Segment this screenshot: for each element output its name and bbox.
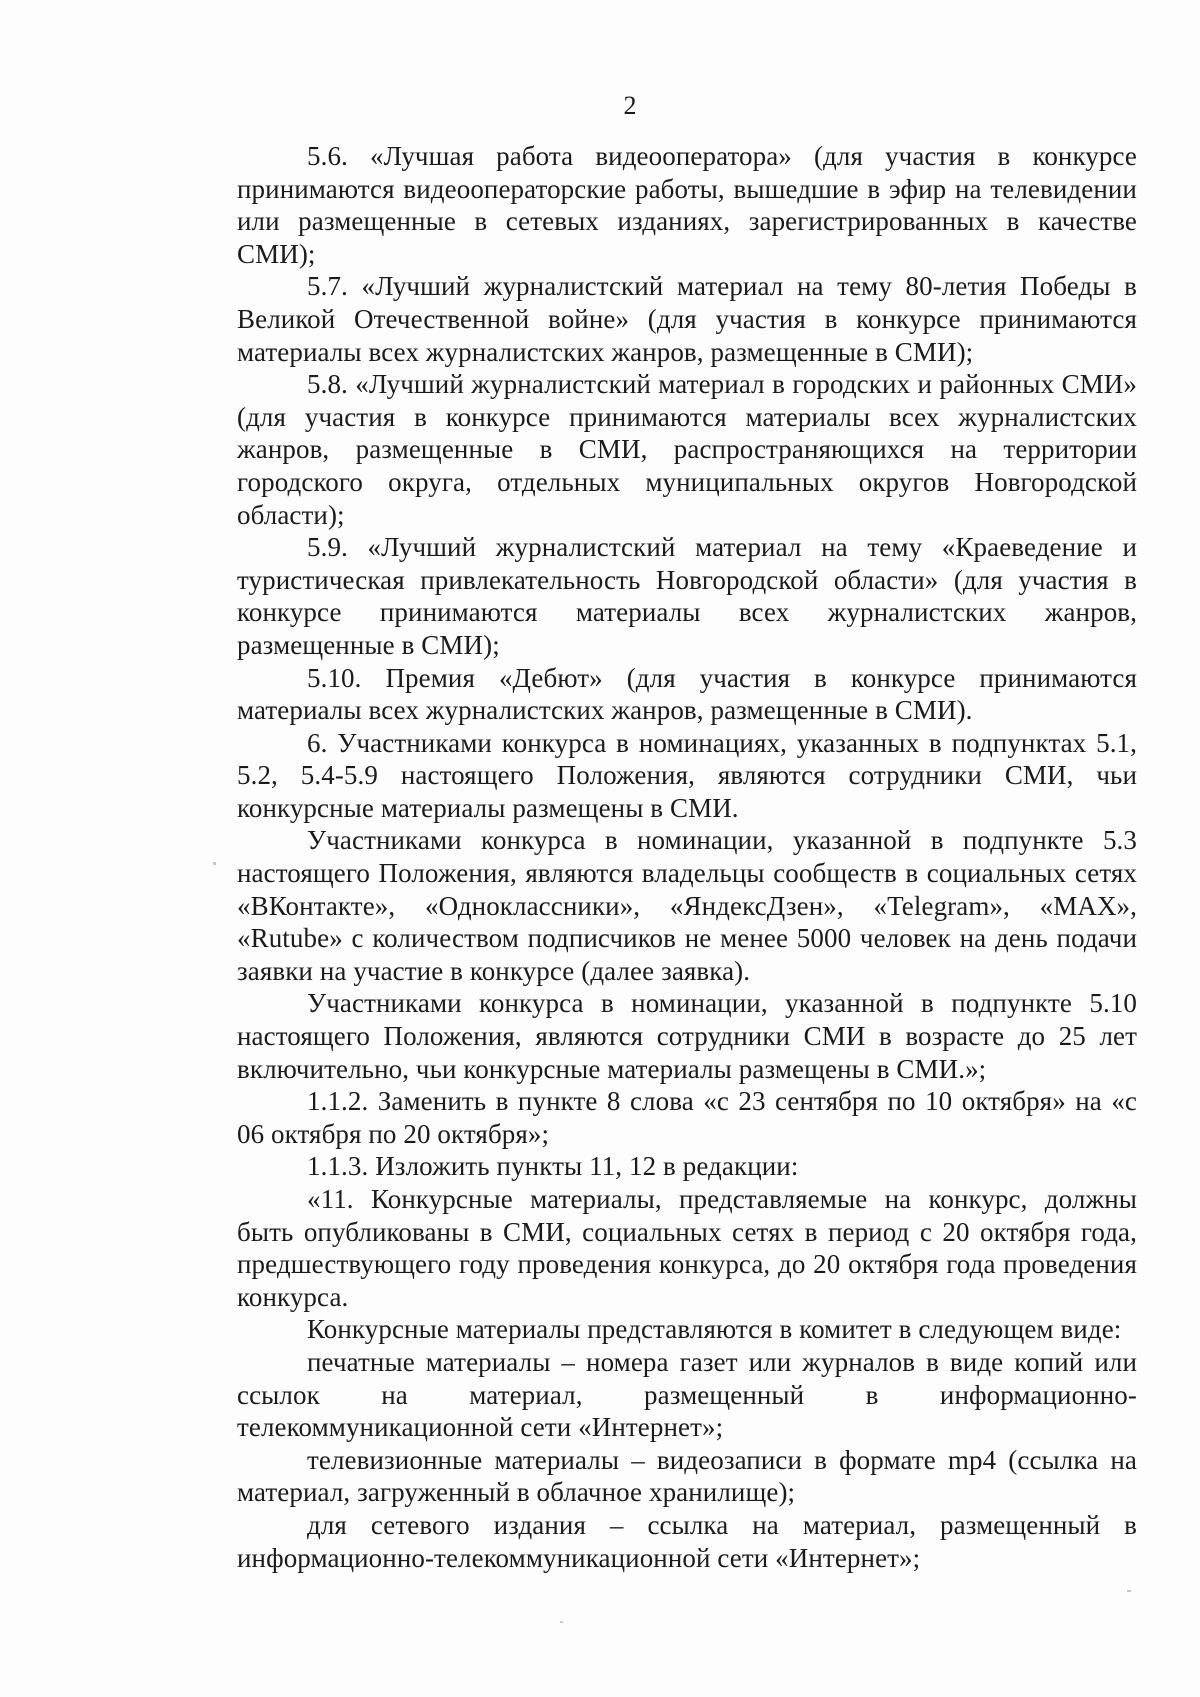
paragraph-print-materials: печатные материалы – номера газет или журналов в виде копий или ссылок на материал, размещенный в информационно-телекоммуникационной сети «Интернет»; (237, 1346, 1137, 1443)
paragraph-5-9: 5.9. «Лучший журналистский материал на тему «Краеведение и туристическая привлекательность Новгородской области» (для участия в конкурсе принимаются материалы всех журналистских жанров, размещенные в СМИ); (237, 532, 1137, 660)
document-body (237, 140, 1137, 1574)
paragraph-5-6: 5.6. «Лучшая работа видеооператора» (для участия в конкурсе принимаются видеооператорские работы, вышедшие в эфир на телевидении или размещенные в сетевых изданиях, зарегистрированных в качестве СМИ); (237, 141, 1137, 269)
paragraph-5-8: 5.8. «Лучший журналистский материал в городских и районных СМИ» (для участия в конкурсе принимаются материалы всех журналистских жанров, размещенные в СМИ, распространяющихся на территории городского округа, отдельных муниципальных округов Новгородской области); (237, 369, 1137, 530)
page-number: 2 (623, 91, 637, 120)
paragraph-participants-5-10: Участниками конкурса в номинации, указанной в подпункте 5.10 настоящего Положения, являются сотрудники СМИ в возрасте до 25 лет включительно, чьи конкурсные материалы размещены в СМИ.»; (237, 988, 1137, 1084)
scan-speck (560, 1621, 563, 1623)
paragraph-tv-materials: телевизионные материалы – видеозаписи в формате mp4 (ссылка на материал, загруженный в облачное хранилище); (237, 1444, 1137, 1508)
paragraph-6: 6. Участниками конкурса в номинациях, указанных в подпунктах 5.1, 5.2, 5.4-5.9 настоящего Положения, являются сотрудники СМИ, чьи конкурсные материалы размещены в СМИ. (237, 727, 1137, 823)
paragraph-1-1-2: 1.1.2. Заменить в пункте 8 слова «с 23 сентября по 10 октября» на «с 06 октября по 20 октября»; (237, 1086, 1137, 1149)
scan-speck (1127, 1590, 1131, 1592)
paragraph-11: «11. Конкурсные материалы, представляемые на конкурс, должны быть опубликованы в СМИ, социальных сетях в период с 20 октября года, предшествующего году проведения конкурса, до 20 октября года проведения конкурса. (237, 1184, 1137, 1312)
paragraph-1-1-3: 1.1.3. Изложить пункты 11, 12 в редакции: (307, 1151, 799, 1182)
paragraph-participants-5-3: Участниками конкурса в номинации, указанной в подпункте 5.3 настоящего Положения, являются владельцы сообществ в социальных сетях «ВКонтакте», «Одноклассники», «ЯндексДзен», «Telegram», «MAX», «Rutube» с количеством подписчиков не менее 5000 человек на день подачи заявки на участие в конкурсе (далее заявка). (237, 825, 1137, 986)
paragraph-materials-intro: Конкурсные материалы представляются в комитет в следующем виде: (307, 1314, 1122, 1345)
paragraph-5-10: 5.10. Премия «Дебют» (для участия в конкурсе принимаются материалы всех журналистских жанров, размещенные в СМИ). (237, 662, 1137, 726)
paragraph-online-edition: для сетевого издания – ссылка на материал, размещенный в информационно-телекоммуникационной сети «Интернет»; (237, 1509, 1137, 1573)
paragraph-5-7: 5.7. «Лучший журналистский материал на тему 80-летия Победы в Великой Отечественной войне» (для участия в конкурсе принимаются материалы всех журналистских жанров, размещенные в СМИ); (237, 271, 1137, 367)
scan-speck (213, 862, 216, 865)
